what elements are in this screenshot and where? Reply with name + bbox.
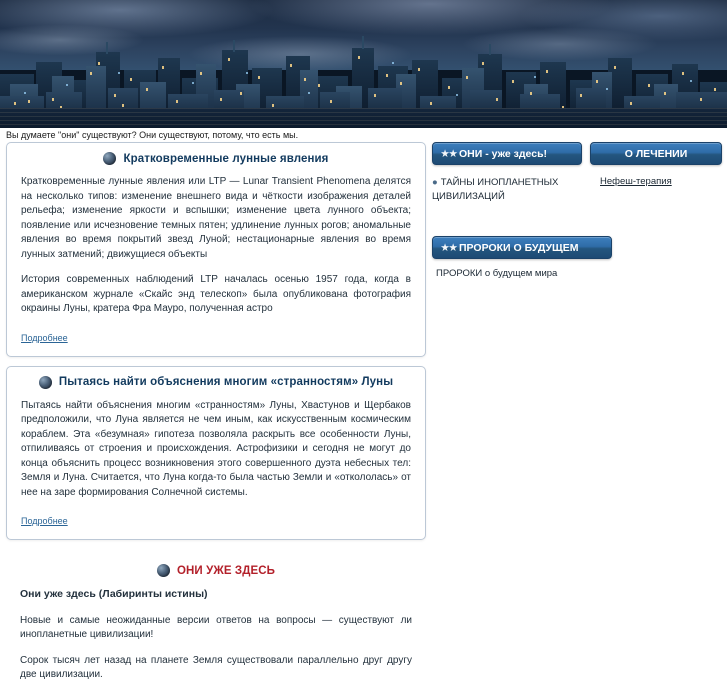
sidebar-link-label: ТАЙНЫ ИНОПЛАНЕТНЫХ ЦИВИЛИЗАЦИЙ <box>432 177 559 202</box>
bullet-icon: ● <box>432 177 438 188</box>
article-body <box>7 172 425 317</box>
article-header <box>7 143 425 172</box>
article-paragraph: История современных наблюдений LTP началась осенью 1957 года, когда в американском журнале «Скайс энд телескоп» была опубликована фотография окраины Луны, кратера Фра Мауро, полученная астро <box>21 274 411 314</box>
article-title: ОНИ УЖЕ ЗДЕСЬ <box>176 564 276 577</box>
sidebar-link-nefes[interactable]: Нефеш-терапия <box>600 176 672 187</box>
article-paragraph: Сорок тысяч лет назад на планете Земля существовали параллельно друг другу две цивилизации. <box>20 654 412 680</box>
sidebar-banner-treatment[interactable] <box>590 142 722 165</box>
sidebar <box>432 142 722 279</box>
read-more-link[interactable]: Подробнее <box>21 516 68 526</box>
header-banner-image <box>0 0 727 128</box>
content-area <box>0 142 727 680</box>
sidebar-banner-row <box>432 142 722 165</box>
article-paragraph: Новые и самые неожиданные версии ответов на вопросы — существуют ли инопланетные цивилизации! <box>20 614 412 640</box>
read-more-link[interactable]: Подробнее <box>21 332 68 343</box>
star-icon: ★★ <box>441 242 458 252</box>
article-card[interactable] <box>6 142 426 357</box>
star-icon: ★★ <box>441 148 458 158</box>
main-column <box>6 142 426 694</box>
sidebar-link-nefes-wrap <box>600 176 720 203</box>
sidebar-note[interactable] <box>436 268 722 279</box>
sidebar-link-tainy[interactable] <box>432 176 582 204</box>
article-header <box>6 555 426 584</box>
moon-orb-icon <box>103 152 116 165</box>
article-title: Кратковременные лунные явления <box>123 152 329 165</box>
article-card[interactable] <box>6 549 426 683</box>
site-tagline: Вы думаете "они" существуют? Они существуют, потому, что есть мы. <box>0 128 727 142</box>
sidebar-banner-prophets[interactable] <box>432 236 612 259</box>
sidebar-banner-label: ОНИ - уже здесь! <box>459 147 548 160</box>
sidebar-note-rest: о будущем мира <box>482 268 558 279</box>
article-paragraph: Кратковременные лунные явления или LTP — Lunar Transient Phenomena делятся на несколько типов: изменение внешнего вида и чёткости изображения деталей рельефа; изменение яркости и вспышки; изменение цвета лунного объекта; появление или исчезновение темных пятен; удлинение лунных рогов; аномальные явления во время покрытий звезд Луной; нестационарные явления во время лунных затмений; движущиеся объекты <box>21 176 411 260</box>
article-body <box>6 584 426 683</box>
waterfront-reflection <box>0 108 727 128</box>
sidebar-banner-label: ПРОРОКИ О БУДУЩЕМ <box>459 241 579 254</box>
article-paragraph: Пытаясь найти объяснения многим «странностям» Луны, Хвастунов и Щербаков предположили, что Луна является не чем иным, как искусственным космическим кораблем. Эта «безумная» гипотеза позволяла раскрыть все особенности Луны, отпиливаясь от строения и происхождения. Астрофизики и сегодня не могут до конца объяснить процесс возникновения этого совершенного дуэта небесных тел: Земля и Луна. Считается, что Луна когда-то была частью Земли и «откололась» от нее на заре формирования Солнечной системы. <box>21 399 411 498</box>
article-body <box>7 396 425 501</box>
article-header <box>7 367 425 396</box>
moon-orb-icon <box>157 564 170 577</box>
sidebar-links-row <box>432 176 722 236</box>
sidebar-note-prefix: ПРОРОКИ <box>436 268 483 279</box>
article-card[interactable] <box>6 366 426 541</box>
article-lead: Они уже здесь (Лабиринты истины) <box>20 588 208 600</box>
sidebar-banner-oni[interactable] <box>432 142 582 165</box>
sidebar-banner-label: О ЛЕЧЕНИИ <box>624 147 688 160</box>
article-title: Пытаясь найти объяснения многим «странностям» Луны <box>58 376 394 388</box>
moon-orb-icon <box>39 376 52 389</box>
